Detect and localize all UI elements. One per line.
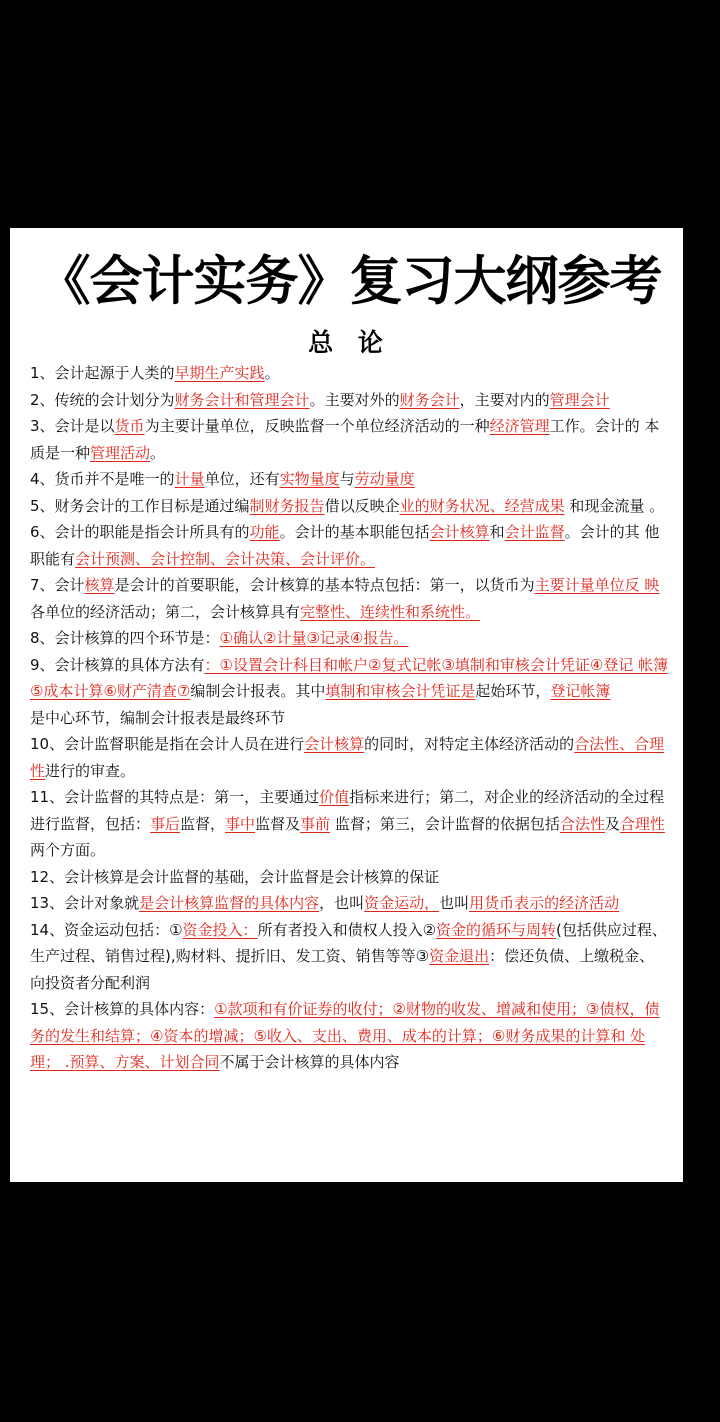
highlighted-text: 业的财务状况、经营成果 [399, 496, 565, 515]
item-text: 8、会计核算的四个环节是： [30, 629, 220, 647]
item-text: 所有者投入和债权人投入② [257, 920, 437, 939]
item-text: ：偿还负债、上缴税金、向投资者分配利润 [30, 947, 655, 992]
item-text: 监督， [180, 814, 226, 833]
item-text: 2、传统的会计划分为 [30, 390, 175, 409]
item-text: 4、货币并不是唯一的 [30, 470, 175, 488]
highlighted-text: 合法性、合理性 [30, 735, 665, 780]
item-text: 工作。会计的 本质是一种 [30, 417, 660, 462]
outline-item [30, 652, 669, 705]
highlighted-text: 功能 [249, 523, 280, 541]
item-text: 两个方面。 [30, 841, 106, 859]
item-text: 7、会计 [30, 576, 85, 594]
highlighted-text: 经济管理 [489, 417, 550, 435]
highlighted-text: 事后 [150, 814, 181, 833]
item-text: 12、会计核算是会计监督的基础，会计监督是会计核算的保证 [30, 867, 440, 886]
outline-item [30, 519, 669, 572]
item-text: 1、会计起源于人类的 [30, 364, 175, 382]
highlighted-text: 会计监督 [504, 523, 565, 541]
item-text: 及 [604, 814, 620, 833]
item-text: 的同时，对特定主体经济活动的 [364, 735, 575, 753]
highlighted-text: 是会计核算监督的具体内容 [139, 894, 320, 912]
highlighted-text: 制财务报告 [249, 496, 325, 515]
highlighted-text: 事中 [225, 814, 256, 833]
item-text: 与 [339, 470, 355, 488]
item-text: 14、资金运动包括：① [30, 920, 183, 939]
item-text: 监督及 [255, 814, 301, 833]
item-text: 。 [150, 443, 166, 462]
item-text: 指标来进行；第二，对企业的经济活动的全过程进行监督，包括： [30, 788, 665, 833]
item-text: 6、会计的职能是指会计所具有的 [30, 523, 250, 541]
item-text: 。 [264, 364, 280, 382]
item-text: 不属于会计核算的具体内容 [219, 1053, 400, 1071]
outline-item [30, 864, 669, 891]
highlighted-text: 用货币表示的经济活动 [469, 894, 620, 912]
highlighted-text: 计量 [174, 470, 205, 488]
highlighted-text: 填制和审核会计凭证是 [325, 682, 476, 700]
page-title: 《会计实务》复习大纲参考 [37, 251, 662, 312]
outline-item [30, 493, 669, 520]
item-text: (包括供应过程、生产过程、销售过程),购材料、提折旧、发工资、销售等等③ [30, 920, 667, 965]
item-text: 起始环节， [475, 682, 551, 700]
outline-item [30, 387, 669, 414]
item-text: 借以反映企 [324, 496, 400, 515]
item-text: 3、会计是以 [30, 417, 115, 435]
outline-item [30, 996, 669, 1076]
item-text: 。主要对外的 [309, 390, 400, 409]
highlighted-text: 会计核算 [304, 735, 365, 753]
outline-item [30, 360, 669, 387]
highlighted-text: ①确认②计量③记录④报告。 [219, 629, 409, 647]
item-text: 是会计的首要职能，会计核算的基本特点包括：第一，以货币为 [114, 576, 535, 594]
highlighted-text: 登记帐簿 [550, 682, 611, 700]
item-text: 11、会计监督的其特点是：第一，主要通过 [30, 788, 320, 806]
item-text: 9、会计核算的具体方法有 [30, 655, 205, 674]
document-page [10, 228, 683, 1182]
highlighted-text: ①款项和有价证券的收付；②财物的收发、增减和使用；③债权，债务的发生和结算；④资本的增减；⑤收入、支出、费用、成本的计算；⑥财务成果的计算和 处理； .预算、方案、计划合同 [30, 1000, 660, 1071]
outline-item [30, 890, 669, 917]
highlighted-text: 管理会计 [549, 390, 610, 409]
highlighted-text: 主要计量单位反 映 [534, 576, 660, 594]
highlighted-text: 实物量度 [279, 470, 340, 488]
highlighted-text: 会计核算 [429, 523, 490, 541]
highlighted-text: 资金的循环与周转 [436, 920, 557, 939]
item-text: 。会计的其 他职能有 [30, 523, 660, 568]
highlighted-text: 财务会计和管理会计 [174, 390, 310, 409]
item-text: 和现金流量 。 [564, 496, 665, 515]
highlighted-text: 资金运动， [364, 894, 440, 912]
item-text: ，主要对内的 [459, 390, 550, 409]
highlighted-text: 核算 [84, 576, 115, 594]
outline-item [30, 917, 669, 997]
section-title: 总 论 [308, 328, 391, 357]
item-text: ，也叫 [319, 894, 365, 912]
outline-item [30, 466, 669, 493]
item-text: 是中心环节，编制会计报表是最终环节 [30, 708, 286, 727]
highlighted-text: 早期生产实践 [174, 364, 265, 382]
item-text: 进行的审查。 [45, 761, 136, 780]
highlighted-text: 价值 [319, 788, 350, 806]
item-text: 各单位的经济活动；第二，会计核算具有 [30, 602, 301, 621]
item-text: 也叫 [439, 894, 470, 912]
highlighted-text: 管理活动 [90, 443, 151, 462]
item-text: 单位，还有 [204, 470, 280, 488]
item-text: 监督；第三，会计监督的依据包括 [330, 814, 560, 833]
highlighted-text: 事前 [300, 814, 331, 833]
outline-item [30, 413, 669, 466]
highlighted-text: 财务会计 [399, 390, 460, 409]
highlighted-text: 资金退出 [429, 947, 490, 965]
highlighted-text: 劳动量度 [354, 470, 415, 488]
outline-list [30, 360, 669, 1076]
highlighted-text: ：①设置会计科目和帐户②复式记帐③填制和审核会计凭证④登记 帐簿⑤成本计算⑥财产清查⑦ [30, 655, 669, 700]
outline-item [30, 572, 669, 625]
item-text: 10、会计监督职能是指在会计人员在进行 [30, 735, 305, 753]
outline-item [30, 731, 669, 784]
item-text: 5、财务会计的工作目标是通过编 [30, 496, 250, 515]
highlighted-text: 完整性、连续性和系统性。 [300, 602, 481, 621]
outline-item [30, 705, 669, 732]
highlighted-text: 资金投入： [182, 920, 258, 939]
item-text: 和 [489, 523, 505, 541]
item-text: 。会计的基本职能包括 [279, 523, 430, 541]
item-text: 15、会计核算的具体内容： [30, 1000, 215, 1018]
outline-item [30, 625, 669, 652]
item-text: 为主要计量单位，反映监督一个单位经济活动的一种 [144, 417, 490, 435]
highlighted-text: 会计预测、会计控制、会计决策、会计评价。 [75, 549, 376, 568]
item-text: 13、会计对象就 [30, 894, 140, 912]
highlighted-text: 货币 [114, 417, 145, 435]
item-text: 编制会计报表。其中 [190, 682, 326, 700]
highlighted-text: 合法性 [559, 814, 605, 833]
highlighted-text: 合理性 [619, 814, 665, 833]
outline-item [30, 784, 669, 864]
